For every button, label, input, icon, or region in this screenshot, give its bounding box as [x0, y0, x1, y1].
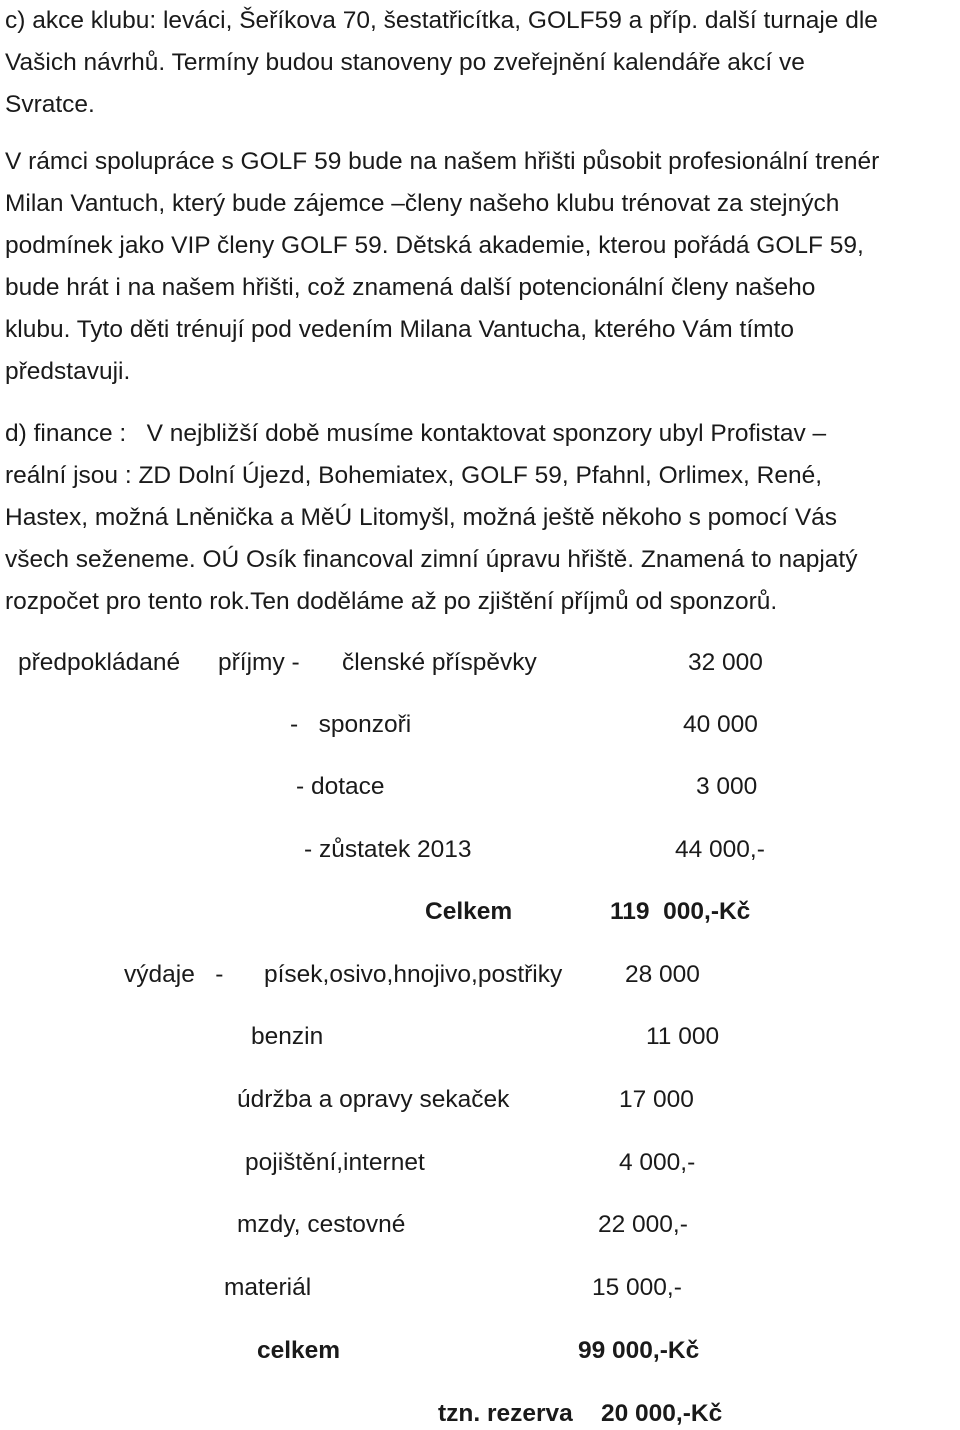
expenses-total-label: celkem — [257, 1337, 341, 1364]
text-line: klubu. Tyto děti trénují pod vedením Milana Vantucha, kterého Vám tímto — [5, 316, 794, 343]
text-line: Svratce. — [5, 91, 95, 118]
text-segment: podmínek jako VIP členy GOLF 59. — [5, 232, 389, 259]
trainer-paragraph — [5, 141, 960, 393]
text-line: c) akce klubu: leváci, Šeříkova 70, šestatřicítka, GOLF59 a příp. další turnaje dle — [5, 7, 878, 34]
text-line: reální jsou : ZD Dolní Újezd, Bohemiatex, GOLF 59, Pfahnl, Orlimex, René, — [5, 462, 823, 489]
income-total-label: Celkem — [425, 898, 513, 925]
text-line: V rámci spolupráce s GOLF 59 bude na našem hřišti působit profesionální trenér — [5, 148, 880, 175]
income-row-label: - zůstatek 2013 — [304, 836, 472, 863]
text-line: Milan Vantuch, který bude zájemce –členy našeho klubu trénovat za stejných — [5, 190, 840, 217]
income-total-value: 119 000,-Kč — [610, 898, 751, 925]
expense-row-label: písek,osivo,hnojivo,postřiky — [264, 961, 563, 988]
income-label: příjmy - — [218, 649, 300, 676]
expense-row-value: 22 000,- — [598, 1211, 688, 1238]
expense-row-label: pojištění,internet — [245, 1149, 425, 1176]
income-label-expected: předpokládané — [18, 649, 181, 676]
section-c-paragraph — [5, 0, 960, 126]
expense-row-value: 11 000 — [646, 1023, 720, 1050]
text-line: všech seženeme. OÚ Osík financoval zimní úpravu hřiště. Znamená to napjatý — [5, 546, 858, 573]
income-row-label: - sponzoři — [290, 711, 412, 738]
income-row-label: - dotace — [296, 773, 385, 800]
text-line — [5, 225, 960, 267]
income-row-value: 40 000 — [683, 711, 758, 738]
text-line: Hastex, možná Lněnička a MěÚ Litomyšl, možná ještě někoho s pomocí Vás — [5, 504, 838, 531]
expenses-total-value: 99 000,-Kč — [578, 1337, 700, 1364]
expense-row-value: 4 000,- — [619, 1149, 696, 1176]
text-line: Vašich návrhů. Termíny budou stanoveny po zveřejnění kalendáře akcí ve — [5, 49, 805, 76]
income-row-value: 44 000,- — [675, 836, 765, 863]
expense-row-label: benzin — [251, 1023, 324, 1050]
reserve-value: 20 000,-Kč — [601, 1400, 723, 1427]
income-row-value: 3 000 — [696, 773, 758, 800]
expense-row-value: 28 000 — [625, 961, 700, 988]
income-row-label: členské příspěvky — [342, 649, 537, 676]
text-line: d) finance : V nejbližší době musíme kontaktovat sponzory ubyl Profistav – — [5, 420, 827, 447]
expense-row-label: údržba a opravy sekaček — [237, 1086, 510, 1113]
expense-row-value: 17 000 — [619, 1086, 694, 1113]
reserve-label: tzn. rezerva — [438, 1400, 573, 1427]
text-line: bude hrát i na našem hřišti, což znamená další potencionální členy našeho — [5, 274, 816, 301]
expense-row-value: 15 000,- — [592, 1274, 682, 1301]
expense-row-label: mzdy, cestovné — [237, 1211, 406, 1238]
expense-row-label: materiál — [224, 1274, 312, 1301]
section-d-paragraph — [5, 413, 960, 623]
text-segment: Dětská akademie, kterou pořádá GOLF 59, — [395, 232, 864, 259]
text-line: představuji. — [5, 358, 131, 385]
income-row-value: 32 000 — [688, 649, 763, 676]
text-line: rozpočet pro tento rok.Ten doděláme až po zjištění příjmů od sponzorů. — [5, 588, 778, 615]
expenses-label: výdaje - — [124, 961, 224, 988]
